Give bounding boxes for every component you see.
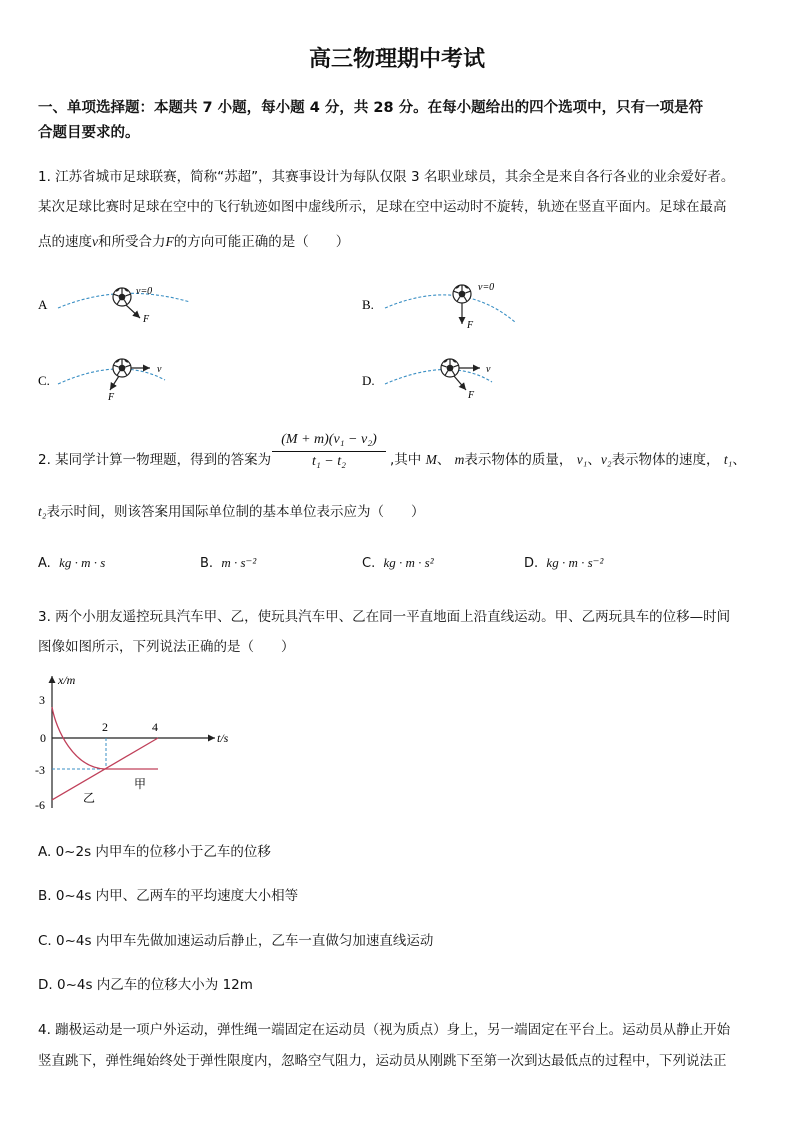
chart-ytick-0: 0 bbox=[40, 731, 46, 745]
q1-a-F-label: F bbox=[143, 314, 150, 325]
q1-line2: 某次足球比赛时足球在空中的飞行轨迹如图中虚线所示，足球在空中运动时不旋转，轨迹在竖直平面内。足球在最高 bbox=[38, 199, 727, 215]
chart-label-jia: 甲 bbox=[134, 777, 147, 791]
chart-label-yi: 乙 bbox=[83, 791, 96, 805]
q1-d-force-arrow bbox=[454, 376, 466, 390]
q1-option-d-letter: D. bbox=[362, 373, 375, 388]
q3-option-b: B. 0~4s 内甲、乙两车的平均速度大小相等 bbox=[38, 888, 299, 904]
q2-mid-d: 、 bbox=[587, 452, 601, 468]
q1-line3-c: 的方向可能正确的是（ ） bbox=[173, 234, 350, 250]
q2-option-b-text: m · s⁻² bbox=[221, 555, 257, 570]
q2-v1-symbol: v₁ bbox=[576, 452, 588, 467]
q2-mid-f: 、 bbox=[732, 452, 746, 468]
q1-c-F-label: F bbox=[108, 392, 115, 403]
q2-option-b bbox=[200, 555, 256, 571]
q1-option-b-letter: B. bbox=[362, 297, 374, 312]
q2-option-b-letter: B. bbox=[200, 556, 214, 571]
q3-option-c: C. 0~4s 内甲车先做加速运动后静止，乙车一直做匀加速直线运动 bbox=[38, 933, 434, 949]
q2-mid-a: ,其中 bbox=[390, 452, 422, 468]
q2-option-c-letter: C. bbox=[362, 556, 376, 571]
chart-ytick-neg6: -6 bbox=[35, 798, 45, 812]
q2-t1-symbol: t₁ bbox=[723, 452, 733, 467]
q2-option-a-text: kg · m · s bbox=[59, 555, 106, 570]
q1-b-F-label: F bbox=[467, 320, 474, 331]
q1-c-v-label: v bbox=[157, 364, 162, 375]
q2-numerator: (M + m)(v₁ − v₂) bbox=[281, 432, 377, 447]
q1-d-F-label: F bbox=[468, 390, 475, 401]
q1-a-ball bbox=[113, 288, 131, 306]
q3-option-d: D. 0~4s 内乙车的位移大小为 12m bbox=[38, 977, 253, 993]
q2-mid-c: 表示物体的质量， bbox=[464, 452, 573, 468]
q2-option-d bbox=[524, 555, 603, 571]
q2-denominator: t₁ − t₂ bbox=[312, 454, 346, 469]
chart-y-label: x/m bbox=[58, 673, 76, 687]
q1-a-v-label: v=0 bbox=[136, 286, 153, 297]
q1-F-symbol: F bbox=[165, 234, 174, 249]
q1-d-trajectory bbox=[385, 369, 492, 384]
chart-ytick-neg3: -3 bbox=[35, 763, 45, 777]
section-heading-line1: 一、单项选择题：本题共 7 小题，每小题 4 分，共 28 分。在每小题给出的四个选项中，只有一项是符 bbox=[38, 100, 704, 116]
q4-line1: 4. 蹦极运动是一项户外运动，弹性绳一端固定在运动员（视为质点）身上，另一端固定在平台上。运动员从静止开始 bbox=[38, 1022, 731, 1038]
q2-mid-b: 、 bbox=[436, 452, 451, 468]
q2-option-c-text: kg · m · s² bbox=[383, 555, 434, 570]
q2-M-symbol: M bbox=[425, 452, 437, 467]
q1-c-trajectory bbox=[58, 369, 165, 384]
q1-c-ball bbox=[113, 359, 131, 377]
q2-fraction bbox=[270, 432, 388, 470]
q1-d-v-label: v bbox=[486, 364, 491, 375]
q2-option-d-text: kg · m · s⁻² bbox=[546, 555, 604, 570]
q1-option-c-letter: C. bbox=[38, 373, 50, 388]
q2-v2-symbol: v₂ bbox=[600, 452, 612, 467]
q2-m-symbol: m bbox=[454, 452, 465, 467]
q2-option-d-letter: D. bbox=[524, 556, 539, 571]
q2-t2-symbol: t₂ bbox=[38, 504, 47, 519]
q2-prefix: 2. 某同学计算一物理题，得到的答案为 bbox=[38, 452, 272, 468]
q2-mid-e: 表示物体的速度， bbox=[611, 452, 720, 468]
q1-b-v-label: v=0 bbox=[478, 282, 495, 293]
q2-line2-rest: 表示时间，则该答案用国际单位制的基本单位表示应为（ ） bbox=[46, 504, 425, 520]
chart-xtick-4: 4 bbox=[152, 720, 158, 734]
q1-figures bbox=[30, 272, 770, 412]
q3-xt-chart bbox=[30, 668, 250, 818]
q1-d-ball bbox=[441, 359, 459, 377]
chart-ytick-3: 3 bbox=[39, 693, 45, 707]
q1-b-ball bbox=[453, 285, 471, 303]
q1-line3 bbox=[38, 230, 349, 250]
q1-a-force-arrow bbox=[126, 305, 140, 318]
q2-line2 bbox=[38, 500, 424, 520]
q2-line1-rest bbox=[390, 448, 746, 468]
chart-xtick-2: 2 bbox=[102, 720, 108, 734]
chart-x-label: t/s bbox=[217, 731, 229, 745]
section-heading-line2: 合题目要求的。 bbox=[38, 125, 140, 141]
q1-b-trajectory bbox=[385, 295, 515, 322]
q1-line3-b: 和所受合力 bbox=[98, 234, 166, 250]
q1-v-symbol: v bbox=[92, 234, 98, 249]
q2-option-a-letter: A. bbox=[38, 556, 51, 571]
q2-fraction-bar bbox=[272, 451, 386, 452]
page-title: 高三物理期中考试 bbox=[308, 47, 485, 72]
q1-line3-a: 点的速度 bbox=[38, 234, 92, 250]
q2-option-a bbox=[38, 555, 105, 571]
q2-option-c bbox=[362, 555, 434, 571]
q1-line1: 1. 江苏省城市足球联赛，简称“苏超”，其赛事设计为每队仅限 3 名职业球员，其余全是来自各行各业的业余爱好者。 bbox=[38, 169, 735, 185]
q1-c-force-arrow bbox=[110, 376, 119, 390]
q4-line2: 竖直跳下，弹性绳始终处于弹性限度内，忽略空气阻力，运动员从刚跳下至第一次到达最低点的过程中，下列说法正 bbox=[38, 1053, 727, 1069]
q1-option-a-letter: A bbox=[38, 297, 48, 312]
q3-option-a: A. 0~2s 内甲车的位移小于乙车的位移 bbox=[38, 844, 271, 860]
q3-line2: 图像如图所示，下列说法正确的是（ ） bbox=[38, 639, 295, 655]
q3-line1: 3. 两个小朋友遥控玩具汽车甲、乙，使玩具汽车甲、乙在同一平直地面上沿直线运动。甲、乙两玩具车的位移—时间 bbox=[38, 609, 731, 625]
